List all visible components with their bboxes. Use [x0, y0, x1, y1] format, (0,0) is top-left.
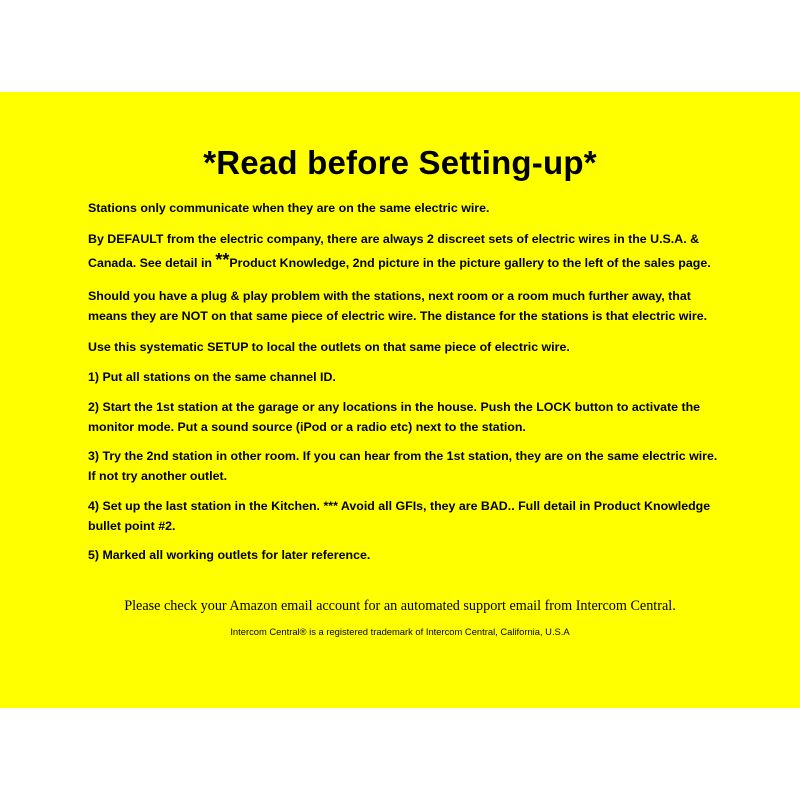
paragraph-default-line-2: [88, 250, 748, 274]
paragraph-default-line-2-pre: Canada. See detail in: [88, 256, 216, 270]
step-4-line-2: bullet point #2.: [88, 519, 176, 533]
paragraph-default-line-1: By DEFAULT from the electric company, there are always 2 discreet sets of electric wires in the U.S.A. &: [88, 232, 700, 246]
notice-title: *Read before Setting-up*: [203, 144, 597, 181]
step-3-line-2: If not try another outlet.: [88, 469, 228, 483]
paragraph-same-wire: Stations only communicate when they are on the same electric wire.: [88, 201, 490, 215]
trademark-note: Intercom Central® is a registered trademark of Intercom Central, California, U.S.A: [230, 626, 570, 637]
paragraph-problem-line-1: Should you have a plug & play problem with the stations, next room or a room much further away, that: [88, 289, 691, 303]
step-2-line-1: 2) Start the 1st station at the garage or any locations in the house. Push the LOCK button to activate the: [88, 400, 701, 414]
paragraph-setup-intro: Use this systematic SETUP to local the outlets on that same piece of electric wire.: [88, 340, 570, 354]
step-5: 5) Marked all working outlets for later reference.: [88, 548, 371, 562]
step-1: 1) Put all stations on the same channel ID.: [88, 370, 336, 384]
support-email-note: Please check your Amazon email account for an automated support email from Intercom Central.: [124, 598, 676, 614]
step-4-line-1: 4) Set up the last station in the Kitchen. *** Avoid all GFIs, they are BAD.. Full detail in Product Knowledge: [88, 499, 711, 513]
step-3-line-1: 3) Try the 2nd station in other room. If you can hear from the 1st station, they are on the same electric wire.: [88, 449, 718, 463]
step-2-line-2: monitor mode. Put a sound source (iPod or a radio etc) next to the station.: [88, 420, 526, 434]
paragraph-problem-line-2: means they are NOT on that same piece of electric wire. The distance for the stations is that electric wire.: [88, 309, 708, 323]
double-asterisk: **: [215, 250, 230, 270]
paragraph-default-line-2-post: Product Knowledge, 2nd picture in the picture gallery to the left of the sales page.: [229, 256, 711, 270]
